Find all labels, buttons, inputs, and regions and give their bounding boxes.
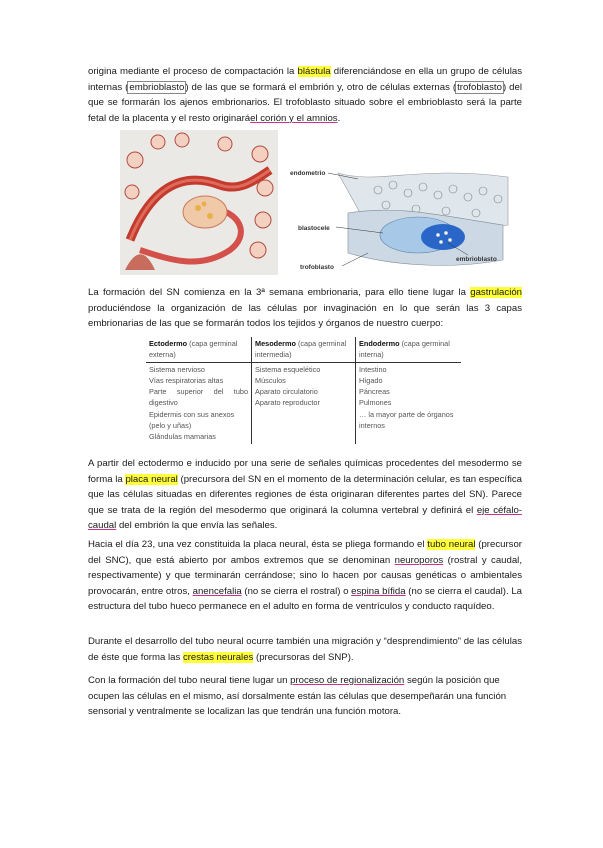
header-ectodermo: Ectodermo (capa germinal externa) <box>146 337 252 362</box>
label-trofoblasto: trofoblasto <box>300 264 334 271</box>
paragraph-tubo-neural: Hacia el día 23, una vez constituida la placa neural, ésta se pliega formando el tubo neural (precursor del SNC), que está abierto por ambos extremos que se denominan neuroporos (rostral y caudal, respectivamente) y que terminarán cerrándose; sino lo hacen por causas genéticas o ambientales provocarán, entre otros, anencefalia (no se cierra el rostral) o espina bífida (no se cierra el caudal). La estructura del tubo hueco permanece en el adulto en forma de ventrículos y conducto raquídeo. <box>88 539 523 613</box>
term-trofoblasto: trofoblasto <box>457 81 502 93</box>
highlight-crestas-neurales: crestas neurales <box>182 651 254 663</box>
paragraph-regionalizacion: Con la formación del tubo neural tiene lugar un proceso de regionalización según la posición que ocupen las células en el mismo, así dorsalmente están las células que desempeñarán una función sensorial y ventralmente se localizan las que tendrán una función motora. <box>88 675 507 718</box>
paragraph-blastula: origina mediante el proceso de compactación la blástula diferenciándose en ella un grupo de células internas (embrioblasto) de las que se formará el embrión y, otro de células externas (trofoblasto) del que se formarán los ajenos embrionarios. El trofoblasto situado sobre el embrioblasto será la parte fetal de la placenta y el resto originaráel corión y el amnios. <box>88 66 522 124</box>
paragraph-gastrulacion: La formación del SN comienza en la 3ª semana embrionaria, para ello tiene lugar la gastrulación produciéndose la organización de las células por invaginación en lo que serán las 3 capas embrionarias de las que se formarán todos los tejidos y órganos de nuestro cuerpo: <box>88 287 522 330</box>
label-blastocele: blastocele <box>298 225 330 232</box>
highlight-tubo-neural: tubo neural <box>427 539 476 550</box>
underline-neuroporos: neuroporos <box>394 554 444 566</box>
label-embrioblasto: embrioblasto <box>456 256 497 263</box>
blastocyst-implantation-image <box>290 165 510 275</box>
highlight-placa-neural: placa neural <box>125 473 178 485</box>
mesodermo-cell: Sistema esquelético Músculos Aparato circulatorio Aparato reproductor <box>252 362 356 444</box>
table-header-row <box>146 337 461 362</box>
header-mesodermo: Mesodermo (capa germinal intermedia) <box>252 337 356 362</box>
label-endometrio: endometrio <box>290 170 326 177</box>
underline-corion-amnios: el corión y el amnios <box>250 112 338 124</box>
highlight-gastrulacion: gastrulación <box>470 287 522 298</box>
highlight-blastula: blástula <box>297 66 331 77</box>
header-endodermo: Endodermo (capa germinal interna) <box>356 337 462 362</box>
table-row <box>146 362 461 444</box>
ectodermo-cell: Sistema nervioso Vías respiratorias altas Parte superior del tubo digestivo Epidermis con sus anexos (pelo y uñas) Glándulas mamarias <box>146 362 252 444</box>
underline-proceso-regionalizacion: proceso de regionalización <box>290 675 405 686</box>
endodermo-cell: Intestino Hígado Páncreas Pulmones … la mayor parte de órganos internos <box>359 364 454 431</box>
paragraph-crestas-neurales: Durante el desarrollo del tubo neural ocurre también una migración y “desprendimiento” de las células de éste que forma las crestas neurales (precursoras del SNP). <box>88 636 522 663</box>
germ-layers-table <box>146 337 461 444</box>
paragraph-placa-neural: A partir del ectodermo e inducido por una serie de señales químicas procedentes del mesodermo se forma la placa neural (precursora del SN en el momento de la determinación celular, es tan específica que las células situadas en diferentes regiones de ésta originaran diferentes partes del SN). Parece que se trata de la región del mesodermo que originará la columna vertebral y definirá el eje céfalo-caudal del embrión la que envía las señales. <box>88 458 523 532</box>
underline-anencefalia: anencefalia <box>192 585 242 597</box>
term-embrioblasto: embrioblasto <box>129 81 185 93</box>
underline-espina-bifida: espina bífida <box>351 585 406 597</box>
underline-eje-cefalo-caudal: eje céfalo-caudal <box>88 504 522 532</box>
fertilization-diagram-image <box>120 130 278 275</box>
